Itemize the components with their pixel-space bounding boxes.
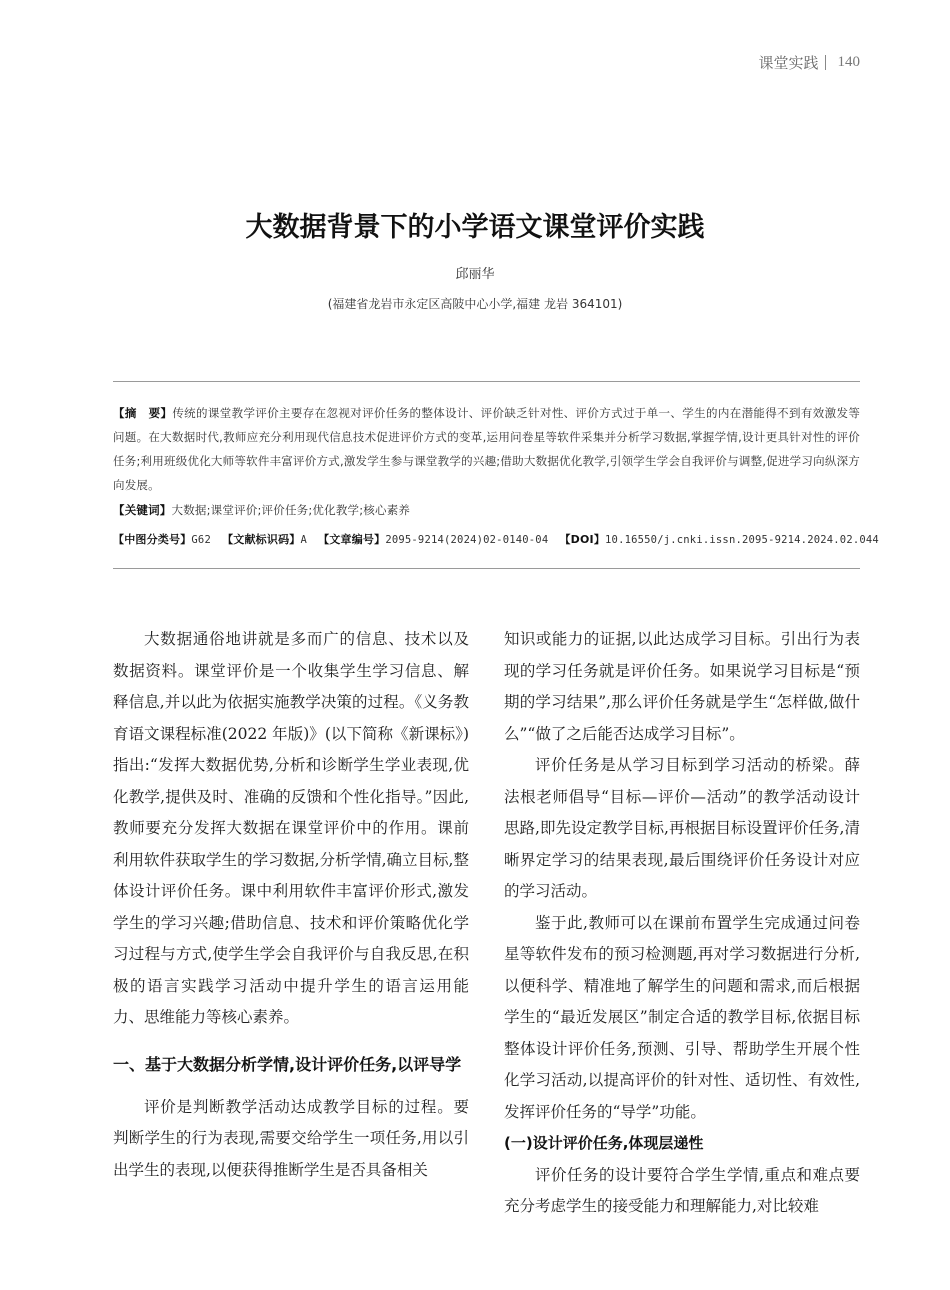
section-heading: 一、基于大数据分析学情,设计评价任务,以评导学 (113, 1054, 462, 1074)
keywords-text: 大数据;课堂评价;评价任务;优化教学;核心素养 (171, 503, 411, 517)
abstract-bottom-rule (113, 568, 860, 569)
doc-code-label: 【文献标识码】 (222, 533, 301, 546)
body-left-column (113, 624, 469, 1186)
subsection-heading: (一)设计评价任务,体现层递性 (504, 1134, 704, 1152)
page-number: 140 (837, 54, 860, 70)
body-paragraph: 评价任务的设计要符合学生学情,重点和难点要充分考虑学生的接受能力和理解能力,对比较难 (504, 1165, 860, 1215)
section-name: 课堂实践 (758, 54, 819, 72)
abstract-label: 【摘 要】 (113, 406, 173, 420)
article-number-label: 【文章编号】 (318, 533, 386, 546)
doc-code-value: A (300, 534, 308, 546)
clc-value: G62 (191, 534, 211, 546)
header-divider (825, 55, 826, 70)
doi-label: 【DOI】 (559, 533, 606, 546)
body-paragraph: 大数据通俗地讲就是多而广的信息、技术以及数据资料。课堂评价是一个收集学生学习信息、解释信息,并以此为依据实施教学决策的过程。《义务教育语文课程标准(2022 年版)》(以下简称《新课标》)指出:“发挥大数据优势,分析和诊断学生学业表现,优化教学,提供及时、准确的反馈和个性化指导。”因此,教师要充分发挥大数据在课堂评价中的作用。课前利用软件获取学生的学习数据,分析学情,确立目标,整体设计评价任务。课中利用软件丰富评价形式,激发学生的学习兴趣;借助信息、技术和评价策略优化学习过程与方式,使学生学会自我评价与自我反思,在积极的语言实践学习活动中提升学生的语言运用能力、思维能力等核心素养。 (113, 630, 469, 1026)
keywords-label: 【关键词】 (113, 503, 172, 517)
article-number-value: 2095-9214(2024)02-0140-04 (385, 534, 549, 546)
body-right-column (504, 624, 860, 1223)
body-paragraph: 评价是判断教学活动达成教学目标的过程。要判断学生的行为表现,需要交给学生一项任务,用以引出学生的表现,以便获得推断学生是否具备相关 (113, 1097, 469, 1179)
clc-label: 【中图分类号】 (113, 533, 192, 546)
body-paragraph: 评价任务是从学习目标到学习活动的桥梁。薛法根老师倡导“目标—评价—活动”的教学活动设计思路,即先设定教学目标,再根据目标设置评价任务,清晰界定学习的结果表现,最后围绕评价任务设计对应的学习活动。 (504, 756, 860, 900)
author-name: 邱丽华 (455, 267, 495, 282)
abstract-text: 传统的课堂教学评价主要存在忽视对评价任务的整体设计、评价缺乏针对性、评价方式过于单一、学生的内在潜能得不到有效激发等问题。在大数据时代,教师应充分利用现代信息技术促进评价方式的变革,运用问卷星等软件采集并分析学习数据,掌握学情,设计更具针对性的评价任务;利用班级优化大师等软件丰富评价方式,激发学生参与课堂教学的兴趣;借助大数据优化教学,引领学生学会自我评价与调整,促进学习向纵深方向发展。 (113, 406, 861, 492)
abstract (113, 401, 860, 497)
classification-info (113, 531, 879, 549)
body-paragraph: 知识或能力的证据,以此达成学习目标。引出行为表现的学习任务就是评价任务。如果说学习目标是“预期的学习结果”,那么评价任务就是学生“怎样做,做什么”“做了之后能否达成学习目标”。 (504, 630, 860, 743)
author-affiliation: (福建省龙岩市永定区高陂中心小学,福建 龙岩 364101) (327, 297, 623, 311)
running-header (758, 52, 860, 73)
body-paragraph: 鉴于此,教师可以在课前布置学生完成通过问卷星等软件发布的预习检测题,再对学习数据进行分析,以便科学、精准地了解学生的问题和需求,而后根据学生的“最近发展区”制定合适的教学目标,依据目标整体设计评价任务,预测、引导、帮助学生开展个性化学习活动,以提高评价的针对性、适切性、有效性,发挥评价任务的“导学”功能。 (504, 913, 860, 1121)
doi-value: 10.16550/j.cnki.issn.2095-9214.2024.02.044 (605, 534, 879, 546)
abstract-top-rule (113, 381, 860, 382)
article-title: 大数据背景下的小学语文课堂评价实践 (245, 212, 705, 243)
keywords (113, 501, 860, 519)
